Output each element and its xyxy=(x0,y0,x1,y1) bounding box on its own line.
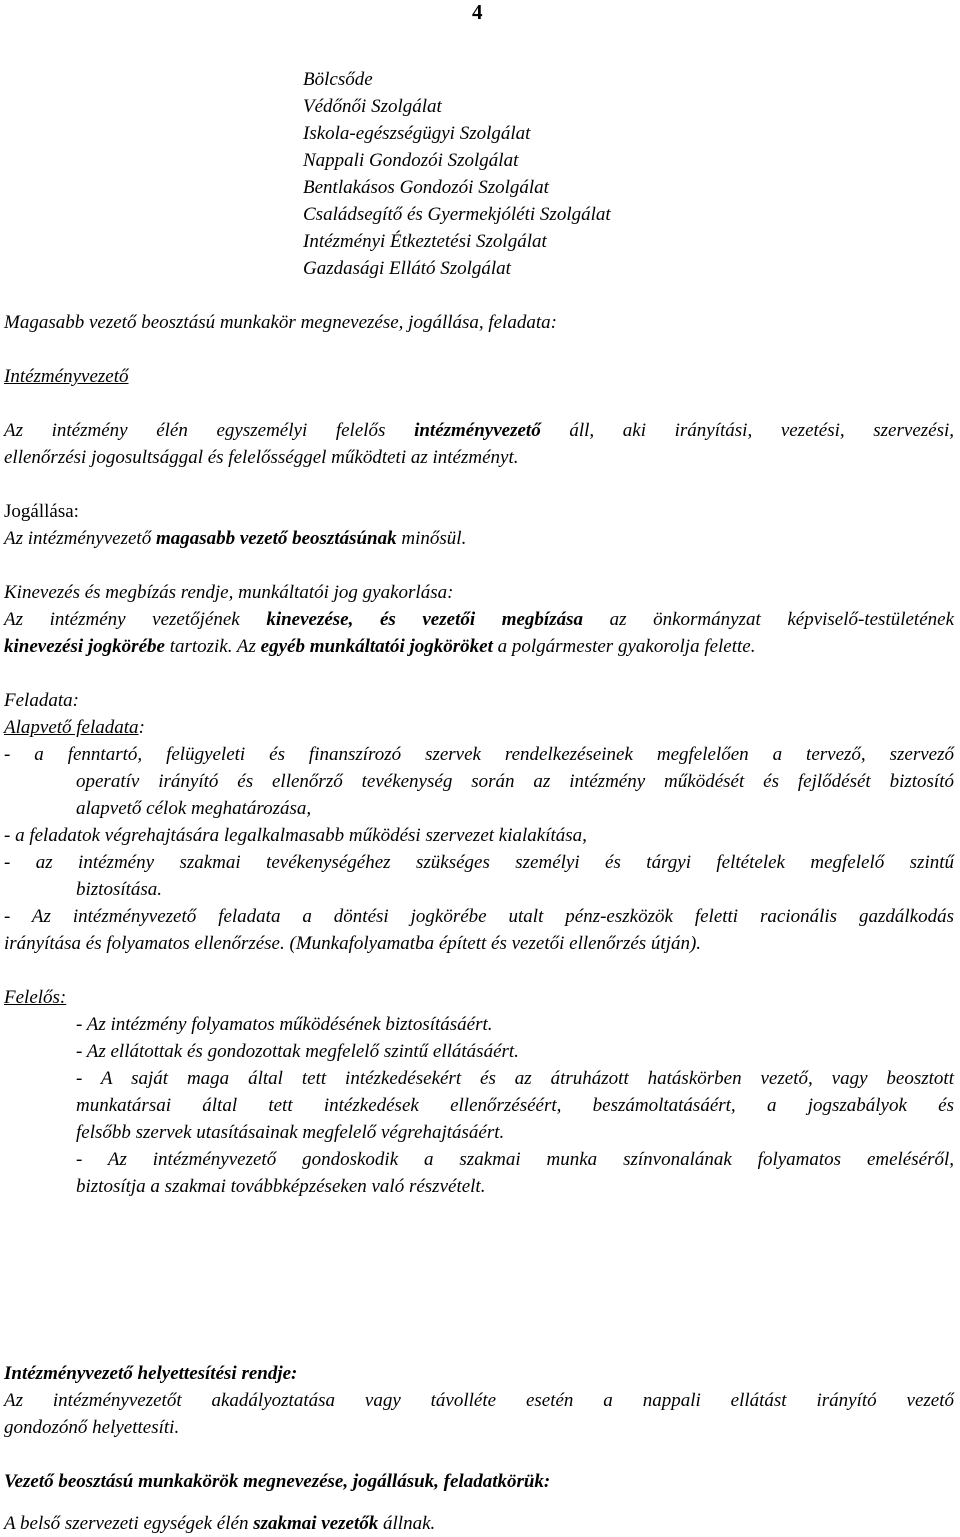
managers-text: A belső szervezeti egységek élén szakmai vezetők állnak. xyxy=(4,1513,436,1534)
unit-catering: Intézményi Étkeztetési Szolgálat xyxy=(303,231,547,252)
unit-school-health: Iskola-egészségügyi Szolgálat xyxy=(303,123,531,144)
task-2: - a feladatok végrehajtására legalkalmasabb működési szervezet kialakítása, xyxy=(4,825,587,846)
intro-line-1: Az intézmény élén egyszemélyi felelős intézményvezető áll, aki irányítási, vezetési, szervezési, xyxy=(4,420,955,441)
responsible-4-line-2: biztosítja a szakmai továbbképzéseken való részvételt. xyxy=(76,1176,486,1197)
unit-residential-care: Bentlakásos Gondozói Szolgálat xyxy=(303,177,549,198)
task-4-line-1: - Az intézményvezető feladata a döntési jogkörébe utalt pénz-eszközök feletti racionális gazdálkodás xyxy=(4,906,954,927)
substitution-line-1: Az intézményvezetőt akadályoztatása vagy távolléte esetén a nappali ellátást irányító vezető xyxy=(4,1390,954,1411)
status-label: Jogállása: xyxy=(4,501,79,522)
task-3-line-2: biztosítása. xyxy=(76,879,163,900)
basic-tasks-label: Alapvető feladata: xyxy=(4,717,145,738)
role-title: Intézményvezető xyxy=(4,366,129,387)
substitution-label: Intézményvezető helyettesítési rendje: xyxy=(4,1363,298,1384)
appointment-line-1: Az intézmény vezetőjének kinevezése, és vezetői megbízása az önkormányzat képviselő-testületének xyxy=(4,609,955,630)
senior-position-heading: Magasabb vezető beosztású munkakör megnevezése, jogállása, feladata: xyxy=(4,312,558,333)
responsible-1: - Az intézmény folyamatos működésének biztosításáért. xyxy=(76,1014,493,1035)
tasks-label: Feladata: xyxy=(4,690,79,711)
appointment-line-2: kinevezési jogkörébe tartozik. Az egyéb munkáltatói jogköröket a polgármester gyakorolja felette. xyxy=(4,636,756,657)
status-text: Az intézményvezető magasabb vezető beosztásúnak minősül. xyxy=(4,528,467,549)
responsible-2: - Az ellátottak és gondozottak megfelelő szintű ellátásáért. xyxy=(76,1041,519,1062)
task-3-line-1: - az intézmény szakmai tevékenységéhez szükséges személyi és tárgyi feltételek megfelelő szintű xyxy=(4,852,954,873)
responsible-3-line-2: munkatársai által tett intézkedések ellenőrzéséért, beszámoltatásáért, a jogszabályok és xyxy=(76,1095,954,1116)
responsible-3-line-3: felsőbb szervek utasításainak megfelelő végrehajtásáért. xyxy=(76,1122,505,1143)
unit-economic-supply: Gazdasági Ellátó Szolgálat xyxy=(303,258,511,279)
responsible-3-line-1: - A saját maga által tett intézkedésekért és az átruházott hatáskörben vezető, vagy beosztott xyxy=(76,1068,954,1089)
task-4-line-2: irányítása és folyamatos ellenőrzése. (Munkafolyamatba épített és vezetői ellenőrzés útján). xyxy=(4,933,702,954)
managers-heading: Vezető beosztású munkakörök megnevezése, jogállásuk, feladatkörük: xyxy=(4,1471,551,1492)
unit-family-support: Családsegítő és Gyermekjóléti Szolgálat xyxy=(303,204,611,225)
unit-day-care: Nappali Gondozói Szolgálat xyxy=(303,150,519,171)
task-1-line-3: alapvető célok meghatározása, xyxy=(76,798,312,819)
page-number: 4 xyxy=(472,0,483,24)
responsible-label: Felelős: xyxy=(4,987,67,1008)
task-1-line-1: - a fenntartó, felügyeleti és finanszírozó szervek rendelkezéseinek megfelelően a tervező, szervező xyxy=(4,744,954,765)
task-1-line-2: operatív irányító és ellenőrző tevékenység során az intézmény működését és fejlődését biztosító xyxy=(76,771,954,792)
unit-health-visitor: Védőnői Szolgálat xyxy=(303,96,442,117)
appointment-label: Kinevezés és megbízás rendje, munkáltatói jog gyakorlása: xyxy=(4,582,454,603)
intro-line-2: ellenőrzési jogosultsággal és felelősséggel működteti az intézményt. xyxy=(4,447,519,468)
substitution-line-2: gondozónő helyettesíti. xyxy=(4,1417,180,1438)
unit-nursery: Bölcsőde xyxy=(303,69,373,90)
responsible-4-line-1: - Az intézményvezető gondoskodik a szakmai munka színvonalának folyamatos emeléséről, xyxy=(76,1149,954,1170)
